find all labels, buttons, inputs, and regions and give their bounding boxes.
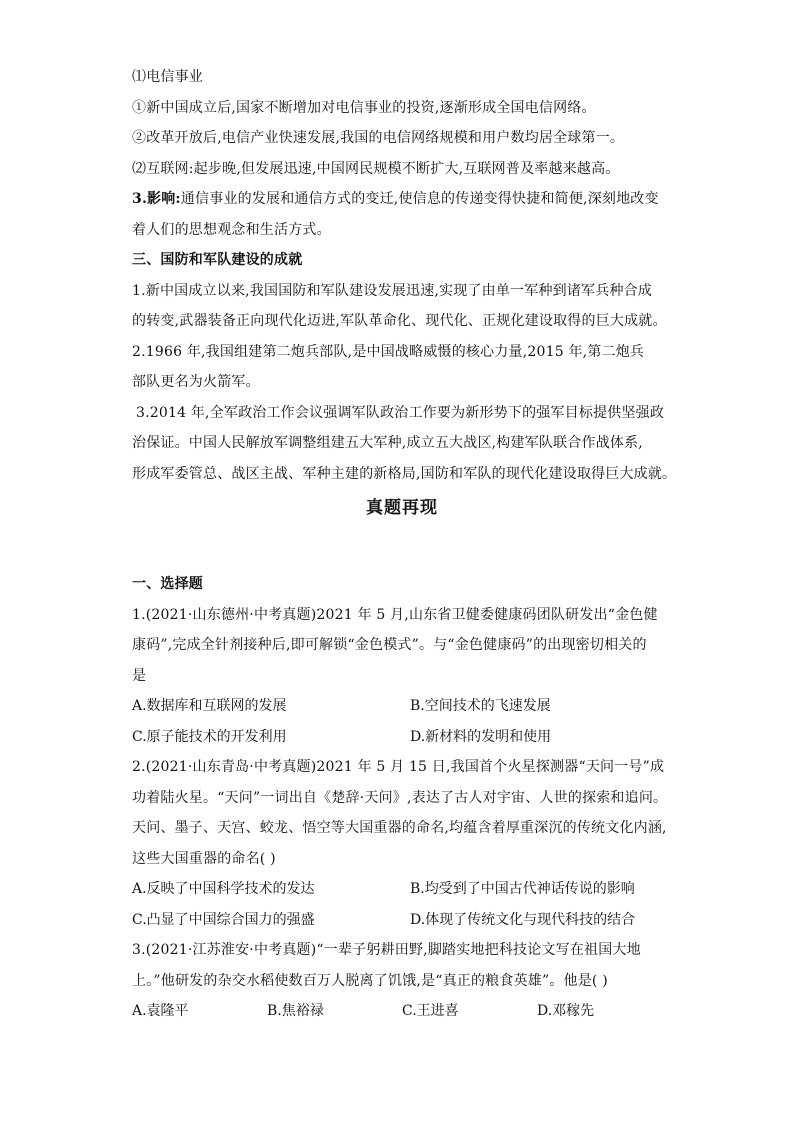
defense-item-3-line-2: 治保证。中国人民解放军调整组建五大军种,成立五大战区,构建军队联合作战体系, [132, 435, 643, 451]
question-2-options-row-2 [132, 905, 672, 936]
question-2-stem-line-3: 天问、墨子、天宫、蛟龙、悟空等大国重器的命名,均蕴含着厚重深沉的传统文化内涵, [132, 820, 667, 836]
question-2-option-b[interactable]: B.均受到了中国古代神话传说的影响 [410, 881, 635, 897]
question-1-stem-line-1: 1.(2021·山东德州·中考真题)2021 年 5 月,山东省卫健委健康码团队研发出“金色健 [132, 606, 658, 623]
impact-text-line-1: 通信事业的发展和通信方式的变迁,使信息的传递变得快捷和简便,深刻地改变 [180, 191, 659, 207]
question-2-option-a[interactable]: A.反映了中国科学技术的发达 [132, 881, 315, 897]
telecom-paragraph-2: ②改革开放后,电信产业快速发展,我国的电信网络规模和用户数均居全球第一。 [132, 130, 625, 146]
question-1-option-a[interactable]: A.数据库和互联网的发展 [132, 698, 287, 714]
internet-paragraph: ⑵互联网:起步晚,但发展迅速,中国网民规模不断扩大,互联网普及率越来越高。 [132, 160, 620, 177]
question-2-option-c[interactable]: C.凸显了中国综合国力的强盛 [132, 911, 315, 928]
question-3-stem-line-1: 3.(2021·江苏淮安·中考真题)“一辈子躬耕田野,脚踏实地把科技论文写在祖国大地 [132, 942, 641, 958]
defense-item-3-line-3: 形成军委管总、战区主战、军种主建的新格局,国防和军队的现代化建设取得巨大成就。 [132, 465, 677, 482]
question-2 [132, 752, 672, 935]
telecom-paragraph-1: ①新中国成立后,国家不断增加对电信事业的投资,逐渐形成全国电信网络。 [132, 99, 596, 116]
question-2-options-row-1 [132, 874, 672, 905]
defense-item-1-line-1: 1.新中国成立以来,我国国防和军队建设发展迅速,实现了由单一军种到诸军兵种合成 [132, 282, 653, 299]
document-page [132, 62, 677, 1027]
question-2-stem-line-4: 这些大国重器的命名( ) [132, 850, 276, 867]
question-1-stem-line-3: 是 [132, 667, 147, 684]
impact-paragraph [132, 184, 672, 215]
telecom-heading: ⑴电信事业 [132, 69, 203, 85]
defense-heading: 三、国防和军队建设的成就 [132, 252, 303, 268]
question-2-stem-line-1: 2.(2021·山东青岛·中考真题)2021 年 5 月 15 日,我国首个火星探测器“天问一号”成 [132, 759, 665, 775]
question-2-stem-line-2: 功着陆火星。“天问”一词出自《楚辞·天问》,表达了古人对宇宙、人世的探索和追问。 [132, 789, 668, 806]
question-3-option-a[interactable]: A.袁隆平 [132, 1003, 189, 1019]
question-3-options-row [132, 996, 672, 1027]
defense-item-2-line-2: 部队更名为火箭军。 [132, 374, 260, 390]
choice-heading: 一、选择题 [132, 576, 203, 592]
section-title: 真题再现 [366, 498, 438, 518]
question-1-options-row-2 [132, 722, 672, 753]
defense-item-3-line-1: 3.2014 年,全军政治工作会议强调军队政治工作要为新形势下的强军目标提供坚强政 [136, 404, 665, 421]
question-3-option-b[interactable]: B.焦裕禄 [267, 1003, 324, 1019]
question-1-options-row-1 [132, 691, 672, 722]
question-3-option-d[interactable]: D.邓稼先 [537, 1003, 595, 1019]
impact-label: 3.影响: [132, 191, 181, 207]
question-2-option-d[interactable]: D.体现了传统文化与现代科技的结合 [410, 911, 636, 928]
impact-text-line-2: 着人们的思想观念和生活方式。 [132, 221, 331, 238]
question-3 [132, 935, 672, 1027]
question-1-option-d[interactable]: D.新材料的发明和使用 [410, 728, 552, 745]
question-3-stem-line-2: 上。”他研发的杂交水稻使数百万人脱离了饥饿,是“真正的粮食英雄”。他是( ) [132, 972, 608, 989]
defense-item-1-line-2: 的转变,武器装备正向现代化迈进,军队革命化、现代化、正规化建设取得的巨大成就。 [132, 313, 667, 329]
question-3-option-c[interactable]: C.王进喜 [402, 1003, 459, 1019]
question-1 [132, 600, 672, 753]
defense-item-2-line-1: 2.1966 年,我国组建第二炮兵部队,是中国战略威慑的核心力量,2015 年,第二炮兵 [132, 343, 645, 360]
section-spacer [132, 523, 672, 569]
question-1-stem-line-2: 康码”,完成全针剂接种后,即可解锁“金色模式”。与“金色健康码”的出现密切相关的 [132, 637, 647, 653]
question-1-option-b[interactable]: B.空间技术的飞速发展 [410, 698, 551, 714]
question-1-option-c[interactable]: C.原子能技术的开发利用 [132, 728, 287, 745]
